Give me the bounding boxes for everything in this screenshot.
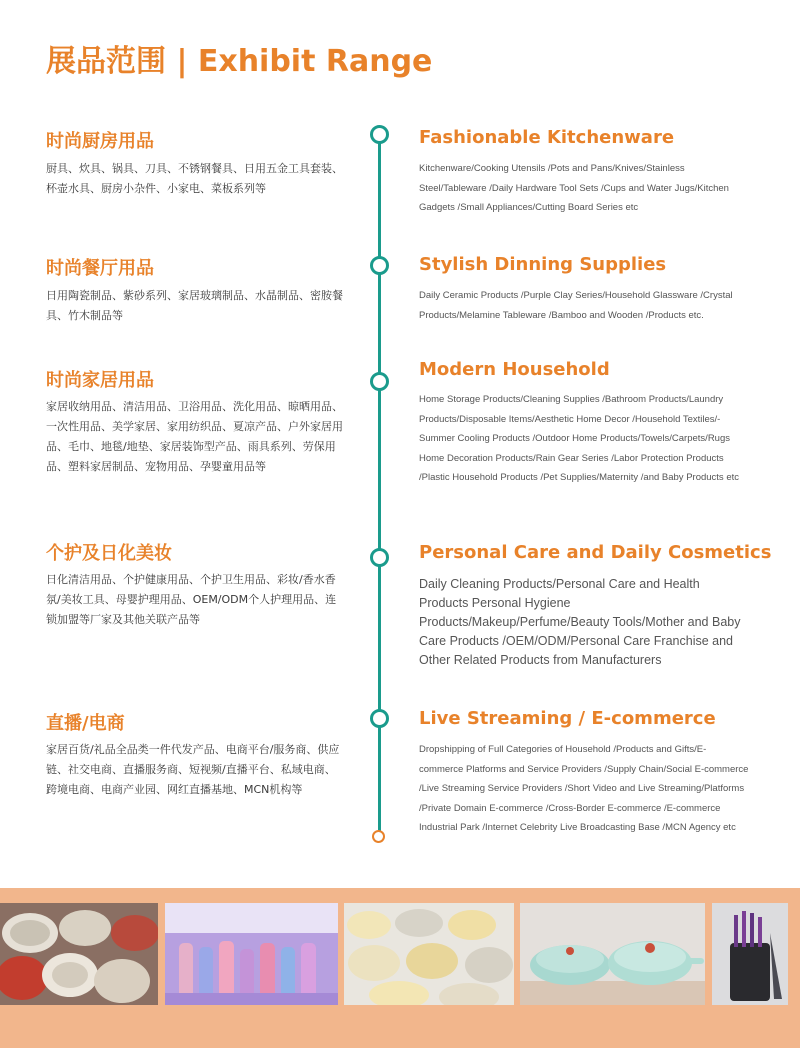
section-cn-title: 时尚厨房用品 — [46, 131, 154, 152]
timeline-node — [370, 548, 389, 567]
section-cn-text: 家居收纳用品、清洁用品、卫浴用品、洗化用品、晾晒用品、一次性用品、美学家居、家用纺织品、夏凉产品、户外家居用品、毛巾、地毯/地垫、家居装饰型产品、雨具系列、劳保用品、塑料家居制品、宠物用品、孕婴童用品等 — [46, 400, 343, 473]
water-bottles-photo — [165, 903, 338, 1005]
section-cn-title: 个护及日化美妆 — [46, 543, 172, 564]
section-en-title: Fashionable Kitchenware — [419, 127, 675, 148]
section-cn-text: 日化清洁用品、个护健康用品、个护卫生用品、彩妆/香水香氛/美妆工具、母婴护理用品、OEM/ODM个人护理用品、连锁加盟等厂家及其他关联产品等 — [46, 573, 337, 626]
section-en-title: Live Streaming / E-commerce — [419, 708, 716, 729]
timeline-node — [370, 709, 389, 728]
timeline-node — [370, 125, 389, 144]
cast-iron-pots-photo — [520, 903, 705, 1005]
timeline-node — [370, 256, 389, 275]
section-cn-text: 厨具、炊具、锅具、刀具、不锈钢餐具、日用五金工具套装、杯壶水具、厨房小杂件、小家电、菜板系列等 — [46, 162, 343, 195]
section-cn-text: 日用陶瓷制品、紫砂系列、家居玻璃制品、水晶制品、密胺餐具、竹木制品等 — [46, 289, 343, 322]
section-cn-title: 时尚餐厅用品 — [46, 258, 154, 279]
section-en-title: Modern Household — [419, 359, 610, 380]
section-en-text: Kitchenware/Cooking Utensils /Pots and Pans/Knives/Stainless Steel/Tableware /Daily Hardware Tool Sets /Cups and Water Jugs/Kitchen Gadgets /Small Appliances/Cutting Board Series etc — [419, 163, 729, 213]
section-en-text: Daily Cleaning Products/Personal Care and Health Products Personal Hygiene Products/Makeup/Perfume/Beauty Tools/Mother and Baby Care Products /OEM/ODM/Personal Care Franchise and Other Related Products from Manufacturers — [419, 577, 741, 667]
section-en-title: Personal Care and Daily Cosmetics — [419, 542, 772, 563]
lunch-box-photo — [0, 903, 158, 1005]
ceramic-dishes-photo — [344, 903, 514, 1005]
section-cn-text: 家居百货/礼品全品类一件代发产品、电商平台/服务商、供应链、社交电商、直播服务商、短视频/直播平台、私域电商、跨境电商、电商产业园、网红直播基地、MCN机构等 — [46, 743, 340, 796]
section-en-text: Dropshipping of Full Categories of Household /Products and Gifts/E-commerce Platforms and Service Providers /Supply Chain/Social E-commerce /Live Streaming Service Providers /Short Video and Live Streaming/Platforms /Private Domain E-commerce /Cross-Border E-commerce /E-commerce Industrial Park /Internet Celebrity Live Broadcasting Base /MCN Agency etc — [419, 744, 749, 833]
page-title: 展品范围 | Exhibit Range — [46, 44, 433, 79]
section-en-text: Home Storage Products/Cleaning Supplies /Bathroom Products/Laundry Products/Disposable Items/Aesthetic Home Decor /Household Textiles/- Summer Cooling Products /Outdoor Home Products/Towels/Carpets/Rugs Home Decoration Products/Rain Gear Series /Labor Protection Products /Plastic Household Products /Pet Supplies/Maternity /and Baby Products etc — [419, 394, 739, 483]
knife-set-photo — [712, 903, 788, 1005]
section-cn-title: 时尚家居用品 — [46, 370, 154, 391]
timeline-end-node — [372, 830, 385, 843]
section-cn-title: 直播/电商 — [46, 713, 125, 734]
section-en-text: Daily Ceramic Products /Purple Clay Series/Household Glassware /Crystal Products/Melamine Tableware /Bamboo and Wooden /Products etc. — [419, 290, 733, 321]
timeline-node — [370, 372, 389, 391]
section-en-title: Stylish Dinning Supplies — [419, 254, 667, 275]
timeline-line — [378, 136, 381, 838]
